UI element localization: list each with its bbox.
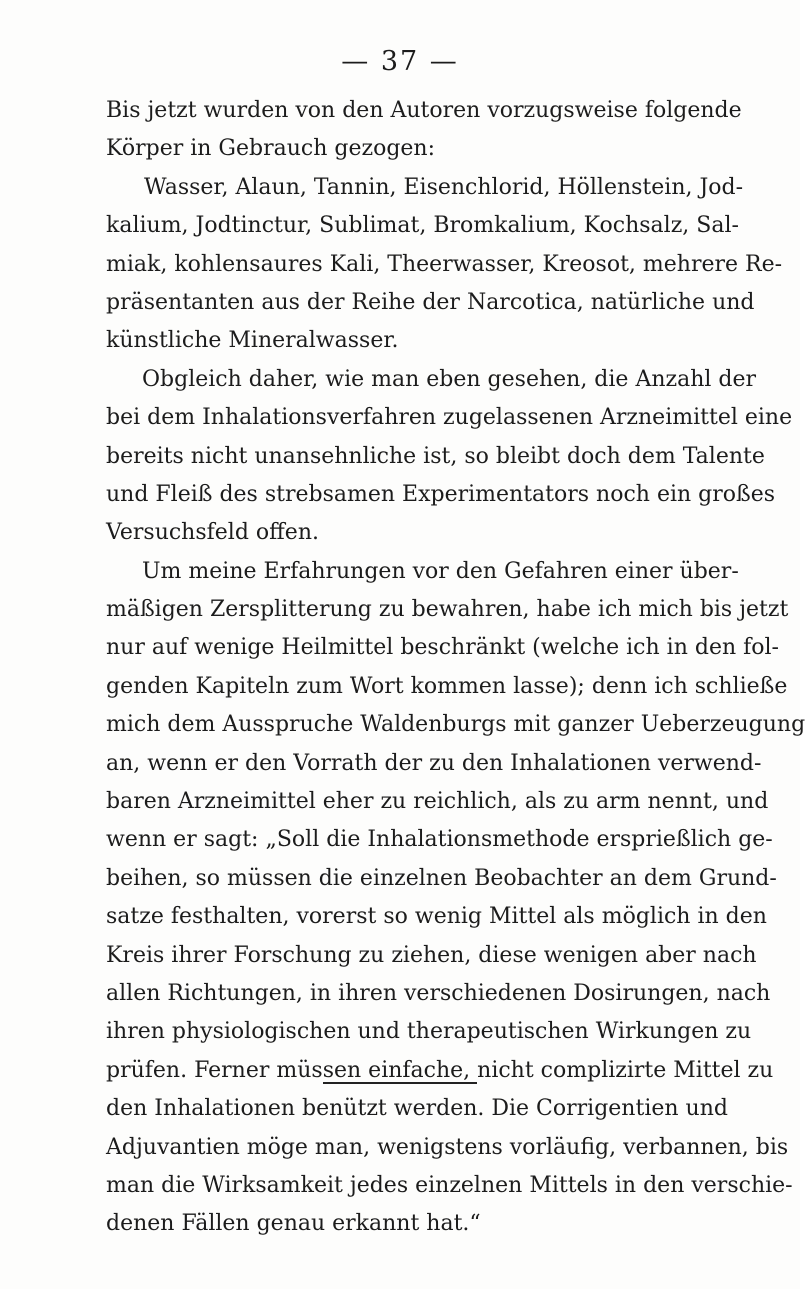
text-line: Kreis ihrer Forschung zu ziehen, diese wenigen aber nach xyxy=(106,942,757,968)
text-line: künstliche Mineralwasser. xyxy=(106,328,399,354)
text-line: Wasser, Alaun, Tannin, Eisenchlorid, Höllenstein, Jod- xyxy=(144,174,744,200)
text-line: allen Richtungen, in ihren verschiedenen Dosirungen, nach xyxy=(106,980,771,1006)
text-line: Bis jetzt wurden von den Autoren vorzugsweise folgende xyxy=(106,98,742,123)
text-line: und Fleiß des strebsamen Experimentators noch ein großes xyxy=(106,481,776,507)
page-number: — 37 — xyxy=(341,46,459,77)
text-line: beihen, so müssen die einzelnen Beobachter an dem Grund- xyxy=(106,865,777,891)
text-line: bereits nicht unansehnliche ist, so bleibt doch dem Talente xyxy=(106,443,765,469)
text-line: satze festhalten, vorerst so wenig Mittel als möglich in den xyxy=(106,904,767,930)
text-line: Obgleich daher, wie man eben gesehen, die Anzahl der xyxy=(142,366,757,392)
text-line: den Inhalationen benützt werden. Die Corrigentien und xyxy=(106,1096,728,1122)
text-line: nur auf wenige Heilmittel beschränkt (welche ich in den fol- xyxy=(106,635,779,661)
text-line: baren Arzneimittel eher zu reichlich, als zu arm nennt, und xyxy=(106,789,769,815)
text-line: präsentanten aus der Reihe der Narcotica, natürliche und xyxy=(106,289,755,315)
text-line: miak, kohlensaures Kali, Theerwasser, Kreosot, mehrere Re- xyxy=(106,251,783,277)
text-line: genden Kapiteln zum Wort kommen lasse); denn ich schließe xyxy=(106,673,788,699)
text-line: Adjuvantien möge man, wenigstens vorläufig, verbannen, bis xyxy=(106,1134,789,1160)
text-line: Körper in Gebrauch gezogen: xyxy=(106,136,436,162)
end-rule xyxy=(323,1082,477,1084)
text-line: Versuchsfeld offen. xyxy=(106,520,319,546)
text-line: mich dem Ausspruche Waldenburgs mit ganzer Ueberzeugung xyxy=(106,712,805,738)
text-line: man die Wirksamkeit jedes einzelnen Mittels in den verschie- xyxy=(106,1172,793,1198)
text-line: Um meine Erfahrungen vor den Gefahren einer über- xyxy=(142,558,739,584)
text-line: denen Fällen genau erkannt hat.“ xyxy=(106,1211,481,1237)
text-line: an, wenn er den Vorrath der zu den Inhalationen verwend- xyxy=(106,750,762,776)
text-line: kalium, Jodtinctur, Sublimat, Bromkalium, Kochsalz, Sal- xyxy=(106,213,739,239)
text-line: mäßigen Zersplitterung zu bewahren, habe ich mich bis jetzt xyxy=(106,597,789,623)
body-text xyxy=(106,92,805,1244)
text-line: prüfen. Ferner müssen einfache, nicht complizirte Mittel zu xyxy=(106,1057,774,1083)
text-line: bei dem Inhalationsverfahren zugelassenen Arzneimittel eine xyxy=(106,405,793,431)
text-line: wenn er sagt: „Soll die Inhalationsmethode ersprießlich ge- xyxy=(106,827,773,853)
text-line: ihren physiologischen und therapeutischen Wirkungen zu xyxy=(106,1019,752,1045)
